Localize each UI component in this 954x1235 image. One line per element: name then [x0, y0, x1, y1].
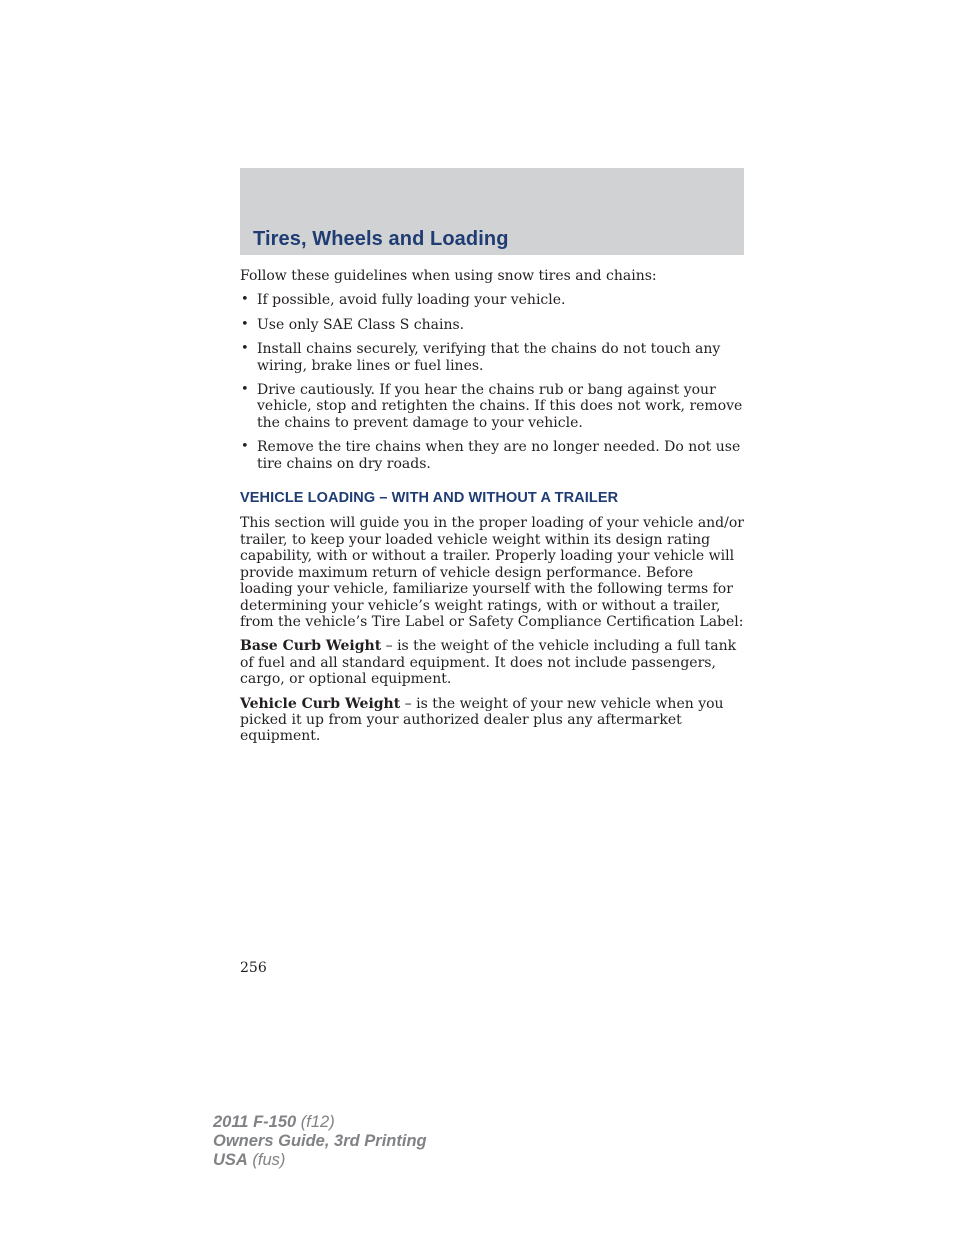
definition-term: Vehicle Curb Weight: [240, 695, 401, 712]
bullet-icon: •: [241, 341, 249, 357]
list-item: [240, 292, 746, 308]
vehicle-loading-paragraph: This section will guide you in the proper loading of your vehicle and/or trailer, to keep your loaded vehicle weight within its design rating capability, with or without a trailer. Properly loading your vehicle will provide maximum return of vehicle design performance. Before loading your vehicle, familiarize yourself with the following terms for determining your vehicle’s weight ratings, with or without a trailer, from the vehicle’s Tire Label or Safety Compliance Certification Label:: [240, 515, 744, 630]
list-item: [240, 382, 746, 431]
snow-chain-guidelines-list: [240, 292, 746, 472]
footer-line-guide: [213, 1132, 427, 1151]
definition-text: – is the weight of your new vehicle when you picked it up from your authorized dealer plus any aftermarket equipment.: [240, 695, 724, 745]
definition-text: – is the weight of the vehicle including a full tank of fuel and all standard equipment. It does not include passengers, cargo, or optional equipment.: [240, 638, 737, 688]
footer-line-market: [213, 1151, 427, 1170]
list-item: [240, 439, 746, 472]
section-header-band: [240, 168, 744, 255]
footer-model-code: (f12): [296, 1113, 335, 1131]
list-item-text: Use only SAE Class S chains.: [257, 316, 465, 333]
page-content: [240, 268, 746, 753]
definition-vehicle-curb-weight: [240, 696, 746, 745]
footer-guide-title: Owners Guide, 3rd Printing: [213, 1132, 427, 1150]
intro-text: Follow these guidelines when using snow tires and chains:: [240, 268, 657, 284]
footer-market: USA: [213, 1151, 248, 1169]
list-item-text: Drive cautiously. If you hear the chains rub or bang against your vehicle, stop and retighten the chains. If this does not work, remove the chains to prevent damage to your vehicle.: [257, 382, 743, 431]
bullet-icon: •: [241, 382, 249, 398]
footer-line-model: [213, 1113, 427, 1132]
list-item-text: If possible, avoid fully loading your vehicle.: [257, 292, 566, 309]
bullet-icon: •: [241, 316, 249, 332]
page-number: 256: [240, 960, 267, 976]
footer-model: 2011 F-150: [213, 1113, 297, 1131]
list-item-text: Remove the tire chains when they are no longer needed. Do not use tire chains on dry roads.: [257, 439, 741, 472]
vehicle-loading-heading: VEHICLE LOADING – WITH AND WITHOUT A TRAILER: [240, 490, 619, 507]
document-footer: [213, 1113, 427, 1170]
bullet-icon: •: [241, 292, 249, 308]
footer-market-code: (fus): [247, 1151, 286, 1169]
list-item: [240, 317, 746, 333]
list-item: [240, 341, 746, 374]
section-title: Tires, Wheels and Loading: [253, 228, 509, 250]
list-item-text: Install chains securely, verifying that the chains do not touch any wiring, brake lines or fuel lines.: [257, 341, 721, 374]
definition-term: Base Curb Weight: [240, 638, 382, 655]
definition-base-curb-weight: [240, 638, 746, 687]
bullet-icon: •: [241, 439, 249, 455]
